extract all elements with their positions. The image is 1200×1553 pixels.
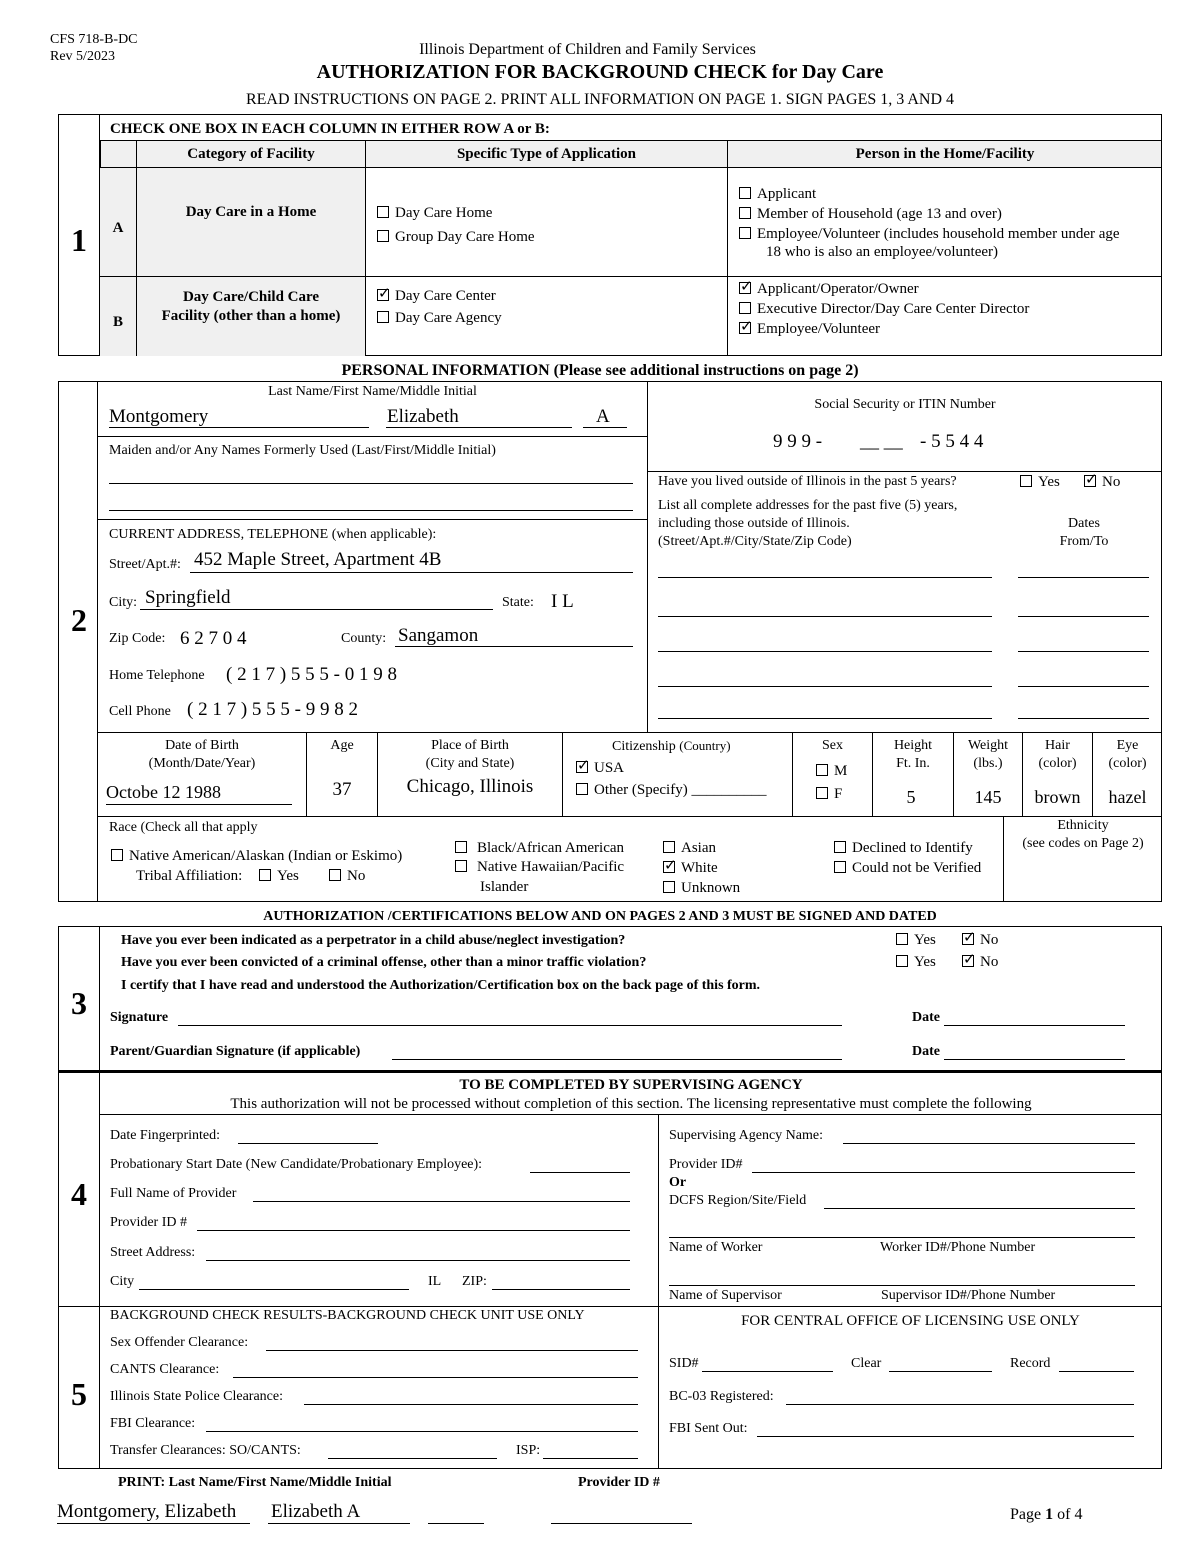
prior-dates-line[interactable] (1018, 616, 1149, 617)
checkbox-icon[interactable] (377, 230, 389, 242)
checkbox-icon[interactable] (663, 881, 675, 893)
street-address-label: Street Address: (110, 1245, 196, 1260)
age-label: Age (330, 738, 354, 753)
isp-clearance-line[interactable] (304, 1404, 638, 1405)
checkbox-perpetrator-no[interactable]: ✓ No (962, 932, 998, 949)
checkbox-icon[interactable] (576, 783, 588, 795)
transfer-so-cants-line[interactable] (328, 1458, 497, 1459)
checkbox-checked-icon[interactable] (962, 933, 974, 945)
street-address-line[interactable] (206, 1260, 630, 1261)
record-label: Record (1010, 1356, 1051, 1371)
sex-offender-line[interactable] (266, 1350, 638, 1351)
dob-value[interactable]: Octobe 12 1988 (106, 782, 221, 802)
col-person-header: Person in the Home/Facility (855, 146, 1035, 162)
fbi-clearance-label: FBI Clearance: (110, 1416, 196, 1431)
checkbox-icon[interactable] (739, 187, 751, 199)
checkbox-icon[interactable] (739, 227, 751, 239)
state-value[interactable]: I L (551, 591, 574, 612)
guardian-date-label: Date (912, 1044, 940, 1059)
checkbox-day-care-center[interactable]: ✓Day Care Center (377, 288, 496, 305)
maiden-name-line-1[interactable] (109, 483, 633, 484)
checkbox-perpetrator-yes[interactable]: Yes (896, 932, 936, 949)
bc03-label: BC-03 Registered: (669, 1389, 774, 1404)
or-label: Or (669, 1175, 687, 1190)
dob-label: Date of Birth (165, 738, 239, 753)
signature-date-line[interactable] (944, 1025, 1125, 1026)
prior-dates-line[interactable] (1018, 718, 1149, 719)
weight-units: (lbs.) (973, 756, 1003, 771)
checkbox-checked-icon[interactable] (739, 322, 751, 334)
dates-label-2: From/To (1059, 534, 1109, 549)
row-b-category-2: Facility (other than a home) (161, 308, 341, 324)
weight-value[interactable]: 145 (974, 787, 1002, 807)
prior-dates-line[interactable] (1018, 651, 1149, 652)
row-a-person-continued: 18 who is also an employee/volunteer) (766, 244, 999, 260)
sex-label: Sex (822, 738, 843, 753)
hair-units: (color) (1038, 756, 1077, 771)
checkbox-icon[interactable] (329, 869, 341, 881)
agency-name-label: Supervising Agency Name: (669, 1128, 823, 1143)
checkbox-icon[interactable] (259, 869, 271, 881)
cants-line[interactable] (233, 1377, 638, 1378)
checkbox-convicted-no[interactable]: ✓ No (962, 954, 998, 971)
checkbox-race-black[interactable]: Black/African American (455, 840, 624, 857)
worker-id-label: Worker ID#/Phone Number (880, 1240, 1036, 1255)
county-value[interactable]: Sangamon (398, 625, 479, 646)
section-2-number: 2 (71, 602, 87, 638)
checkbox-race-asian[interactable]: Asian (663, 840, 716, 857)
weight-label: Weight (967, 738, 1009, 753)
checkbox-icon[interactable] (455, 841, 467, 853)
page-number: Page 1 of 4 (1010, 1506, 1083, 1523)
checkbox-icon[interactable] (896, 933, 908, 945)
dates-label-1: Dates (1068, 516, 1100, 531)
agency-provider-id-line[interactable] (752, 1172, 1135, 1173)
instructions: READ INSTRUCTIONS ON PAGE 2. PRINT ALL INFORMATION ON PAGE 1. SIGN PAGES 1, 3 AND 4 (245, 91, 955, 108)
provider-name-label: Full Name of Provider (110, 1186, 237, 1201)
section-4-heading: TO BE COMPLETED BY SUPERVISING AGENCY (459, 1077, 803, 1093)
isp-clearance-label: Illinois State Police Clearance: (110, 1389, 284, 1404)
transfer-isp-label: ISP: (516, 1443, 541, 1458)
hair-label: Hair (1045, 738, 1070, 753)
zip-value[interactable]: 6 2 7 0 4 (180, 628, 247, 649)
checkbox-usa[interactable]: ✓USA (576, 760, 624, 777)
addresses-label-3: (Street/Apt.#/City/State/Zip Code) (658, 534, 852, 549)
checkbox-race-native[interactable]: Native American/Alaskan (Indian or Eskimo) (111, 848, 402, 865)
eye-value[interactable]: hazel (1108, 787, 1147, 807)
ethnicity-codes-note: (see codes on Page 2) (1022, 836, 1144, 851)
checkbox-icon[interactable] (455, 860, 467, 872)
supervisor-name-label: Name of Supervisor (669, 1288, 782, 1303)
addresses-label-1: List all complete addresses for the past five (5) years, (658, 498, 958, 513)
checkbox-icon[interactable] (896, 955, 908, 967)
name-label: Last Name/First Name/Middle Initial (268, 384, 477, 399)
checkbox-tribal-no[interactable]: No (329, 868, 365, 885)
provider-name-line[interactable] (253, 1201, 630, 1202)
footer-print-label: PRINT: Last Name/First Name/Middle Initial (118, 1475, 392, 1490)
height-label: Height (893, 738, 933, 753)
signature-date-label: Date (912, 1010, 940, 1025)
height-units: Ft. In. (896, 756, 930, 771)
street-value[interactable]: 452 Maple Street, Apartment 4B (194, 549, 442, 570)
checkbox-icon[interactable] (377, 311, 389, 323)
provider-id-label: Provider ID # (110, 1215, 187, 1230)
pob-label: Place of Birth (431, 738, 509, 753)
col-category-header: Category of Facility (187, 146, 315, 162)
sid-line[interactable] (702, 1371, 833, 1372)
checkbox-icon[interactable] (377, 206, 389, 218)
checkbox-checked-icon[interactable] (377, 289, 389, 301)
section-5-heading: BACKGROUND CHECK RESULTS-BACKGROUND CHECK UNIT USE ONLY (110, 1308, 585, 1323)
worker-line[interactable] (669, 1237, 1135, 1238)
checkbox-outside-no[interactable]: ✓ No (1084, 474, 1120, 491)
checkbox-checked-icon[interactable] (1084, 475, 1096, 487)
guardian-signature-line[interactable] (392, 1059, 842, 1060)
dob-format-label: (Month/Date/Year) (148, 756, 256, 771)
checkbox-icon[interactable] (834, 861, 846, 873)
agency-name: Illinois Department of Children and Family Services (419, 41, 756, 58)
middle-initial-value[interactable]: A (596, 406, 610, 427)
row-b-category-1: Day Care/Child Care (182, 289, 320, 305)
checkbox-member-household[interactable]: Member of Household (age 13 and over) (739, 206, 1002, 223)
checkbox-icon[interactable] (739, 207, 751, 219)
maiden-name-label: Maiden and/or Any Names Formerly Used (Last/First/Middle Initial) (109, 443, 496, 458)
guardian-signature-label: Parent/Guardian Signature (if applicable) (110, 1044, 361, 1059)
checkbox-checked-icon[interactable] (739, 282, 751, 294)
checkbox-race-unverified[interactable]: Could not be Verified (834, 860, 981, 877)
footer-provider-label: Provider ID # (578, 1475, 660, 1490)
section-5-number: 5 (71, 1376, 87, 1412)
footer-initial-line[interactable] (428, 1523, 484, 1524)
col-type-header: Specific Type of Application (456, 146, 637, 162)
addresses-label-2: including those outside of Illinois. (658, 516, 850, 531)
record-line[interactable] (1059, 1371, 1134, 1372)
ethnicity-label: Ethnicity (1057, 818, 1109, 833)
height-value[interactable]: 5 (906, 787, 916, 807)
checkbox-icon[interactable] (1020, 475, 1032, 487)
dcfs-region-line[interactable] (824, 1208, 1135, 1209)
county-label: County: (341, 631, 387, 646)
section-4-subheading: This authorization will not be processed without completion of this section. The licensing representative must complete the following (230, 1096, 1032, 1112)
checkbox-applicant[interactable]: Applicant (739, 186, 816, 203)
supervisor-id-label: Supervisor ID#/Phone Number (881, 1288, 1056, 1303)
eye-units: (color) (1108, 756, 1147, 771)
street-label: Street/Apt.#: (109, 557, 181, 572)
provider-id-line[interactable] (197, 1230, 630, 1231)
zip-label: Zip Code: (109, 631, 166, 646)
checkbox-executive-director[interactable]: Executive Director/Day Care Center Director (739, 301, 1029, 318)
checkbox-race-hawaiian[interactable]: Native Hawaiian/Pacific (455, 859, 624, 876)
checkbox-icon[interactable] (739, 302, 751, 314)
eye-label: Eye (1116, 738, 1139, 753)
pob-value[interactable]: Chicago, Illinois (406, 776, 534, 797)
question-perpetrator: Have you ever been indicated as a perpetrator in a child abuse/neglect investigation? (121, 933, 626, 948)
checkbox-other-citizenship[interactable]: Other (Specify) __________ (576, 782, 766, 799)
checkbox-race-declined[interactable]: Declined to Identify (834, 840, 973, 857)
provider-city-line[interactable] (139, 1289, 409, 1290)
prior-address-line[interactable] (658, 686, 992, 687)
section-4-number: 4 (71, 1176, 87, 1212)
provider-zip-line[interactable] (492, 1289, 630, 1290)
signature-line[interactable] (178, 1025, 842, 1026)
checkbox-race-unknown[interactable]: Unknown (663, 880, 740, 897)
prior-dates-line[interactable] (1018, 577, 1149, 578)
maiden-name-line-2[interactable] (109, 510, 633, 511)
agency-provider-id-label: Provider ID# (669, 1157, 743, 1172)
checkbox-day-care-agency[interactable]: Day Care Agency (377, 310, 502, 327)
footer-provider-id-line[interactable] (551, 1523, 692, 1524)
form-revision: Rev 5/2023 (50, 49, 115, 64)
hair-value[interactable]: brown (1034, 787, 1081, 807)
checkbox-group-day-care-home[interactable]: Group Day Care Home (377, 229, 535, 246)
fbi-sent-label: FBI Sent Out: (669, 1421, 748, 1436)
clear-label: Clear (851, 1356, 882, 1371)
ssn-part-2[interactable]: - 5 5 4 4 (920, 431, 984, 452)
sex-offender-label: Sex Offender Clearance: (110, 1335, 249, 1350)
checkbox-outside-yes[interactable]: Yes (1020, 474, 1060, 491)
checkbox-employee-volunteer[interactable]: ✓Employee/Volunteer (739, 321, 880, 338)
prior-dates-line[interactable] (1018, 686, 1149, 687)
certification-statement: I certify that I have read and understood the Authorization/Certification box on the back page of this form. (121, 978, 761, 993)
tribal-affiliation-label: Tribal Affiliation: (136, 868, 243, 884)
dcfs-region-label: DCFS Region/Site/Field (669, 1193, 807, 1208)
cell-phone-value[interactable]: ( 2 1 7 ) 5 5 5 - 9 9 8 2 (187, 699, 358, 720)
footer-first-name-value[interactable]: Elizabeth A (271, 1501, 361, 1522)
provider-state-label: IL (428, 1274, 442, 1289)
provider-city-label: City (110, 1274, 135, 1289)
provider-zip-label: ZIP: (462, 1274, 487, 1289)
first-name-value[interactable]: Elizabeth (387, 406, 459, 427)
row-a-label: A (112, 220, 124, 236)
date-fingerprinted-label: Date Fingerprinted: (110, 1128, 221, 1143)
fbi-sent-line[interactable] (757, 1436, 1134, 1437)
checkbox-race-white[interactable]: ✓White (663, 860, 718, 877)
guardian-date-line[interactable] (944, 1059, 1125, 1060)
form-id: CFS 718-B-DC (50, 32, 138, 47)
prior-address-line[interactable] (658, 616, 992, 617)
ssn-part-1[interactable]: 9 9 9 - (773, 431, 823, 452)
checkbox-convicted-yes[interactable]: Yes (896, 954, 936, 971)
question-convicted: Have you ever been convicted of a criminal offense, other than a minor traffic violation? (121, 955, 647, 970)
section-1-number: 1 (71, 222, 87, 258)
checkbox-sex-m[interactable]: M (816, 763, 847, 780)
prior-address-line[interactable] (658, 651, 992, 652)
bc03-line[interactable] (786, 1404, 1134, 1405)
supervisor-line[interactable] (669, 1285, 1135, 1286)
checkbox-sex-f[interactable]: F (816, 786, 842, 803)
state-label: State: (502, 595, 534, 610)
section-3-heading: AUTHORIZATION /CERTIFICATIONS BELOW AND ON PAGES 2 AND 3 MUST BE SIGNED AND DATED (263, 909, 937, 924)
last-name-value[interactable]: Montgomery (109, 406, 209, 427)
cell-phone-label: Cell Phone (109, 704, 171, 719)
prior-address-line[interactable] (658, 577, 992, 578)
central-office-heading: FOR CENTRAL OFFICE OF LICENSING USE ONLY (741, 1313, 1080, 1329)
pob-format-label: (City and State) (425, 756, 515, 771)
probationary-start-line[interactable] (530, 1172, 630, 1173)
worker-name-label: Name of Worker (669, 1240, 763, 1255)
home-phone-label: Home Telephone (109, 668, 205, 683)
row-a-category: Day Care in a Home (185, 204, 317, 220)
outside-illinois-question: Have you lived outside of Illinois in the past 5 years? (658, 474, 957, 489)
checkbox-icon[interactable] (834, 841, 846, 853)
section-3-number: 3 (71, 985, 87, 1021)
section-1-heading: CHECK ONE BOX IN EACH COLUMN IN EITHER ROW A or B: (110, 121, 550, 137)
page-title: AUTHORIZATION FOR BACKGROUND CHECK for Day Care (316, 61, 884, 83)
clear-line[interactable] (889, 1371, 992, 1372)
checkbox-icon[interactable] (111, 849, 123, 861)
transfer-isp-line[interactable] (543, 1458, 638, 1459)
signature-label: Signature (110, 1010, 169, 1025)
checkbox-employee-volunteer-home[interactable]: Employee/Volunteer (includes household member under age (739, 226, 1120, 243)
checkbox-icon[interactable] (816, 787, 828, 799)
ssn-label: Social Security or ITIN Number (814, 397, 996, 412)
checkbox-icon[interactable] (816, 764, 828, 776)
cants-label: CANTS Clearance: (110, 1362, 220, 1377)
footer-name-value[interactable]: Montgomery, Elizabeth (57, 1501, 237, 1522)
home-phone-value[interactable]: ( 2 1 7 ) 5 5 5 - 0 1 9 8 (226, 664, 397, 685)
checkbox-checked-icon[interactable] (663, 861, 675, 873)
race-label: Race (Check all that apply (109, 820, 258, 835)
prior-address-line[interactable] (658, 718, 992, 719)
fbi-clearance-line[interactable] (206, 1431, 638, 1432)
section-2-heading: PERSONAL INFORMATION (Please see additional instructions on page 2) (341, 362, 859, 379)
checkbox-checked-icon[interactable] (962, 955, 974, 967)
checkbox-day-care-home[interactable]: Day Care Home (377, 205, 492, 222)
agency-name-line[interactable] (843, 1143, 1135, 1144)
checkbox-tribal-yes[interactable]: Yes (259, 868, 299, 885)
age-value[interactable]: 37 (332, 779, 352, 800)
checkbox-applicant-operator[interactable]: ✓Applicant/Operator/Owner (739, 281, 919, 298)
current-address-label: CURRENT ADDRESS, TELEPHONE (when applicable): (109, 527, 437, 542)
citizenship-label: Citizenship (Country) (612, 738, 731, 754)
checkbox-checked-icon[interactable] (576, 761, 588, 773)
date-fingerprinted-line[interactable] (238, 1143, 378, 1144)
race-hawaiian-continued: Islander (480, 879, 529, 895)
checkbox-icon[interactable] (663, 841, 675, 853)
probationary-start-label: Probationary Start Date (New Candidate/Probationary Employee): (110, 1157, 483, 1172)
row-b-label: B (112, 314, 123, 330)
transfer-clearances-label: Transfer Clearances: SO/CANTS: (110, 1443, 301, 1458)
city-value[interactable]: Springfield (145, 587, 231, 608)
sid-label: SID# (669, 1356, 699, 1371)
city-label: City: (109, 595, 138, 610)
